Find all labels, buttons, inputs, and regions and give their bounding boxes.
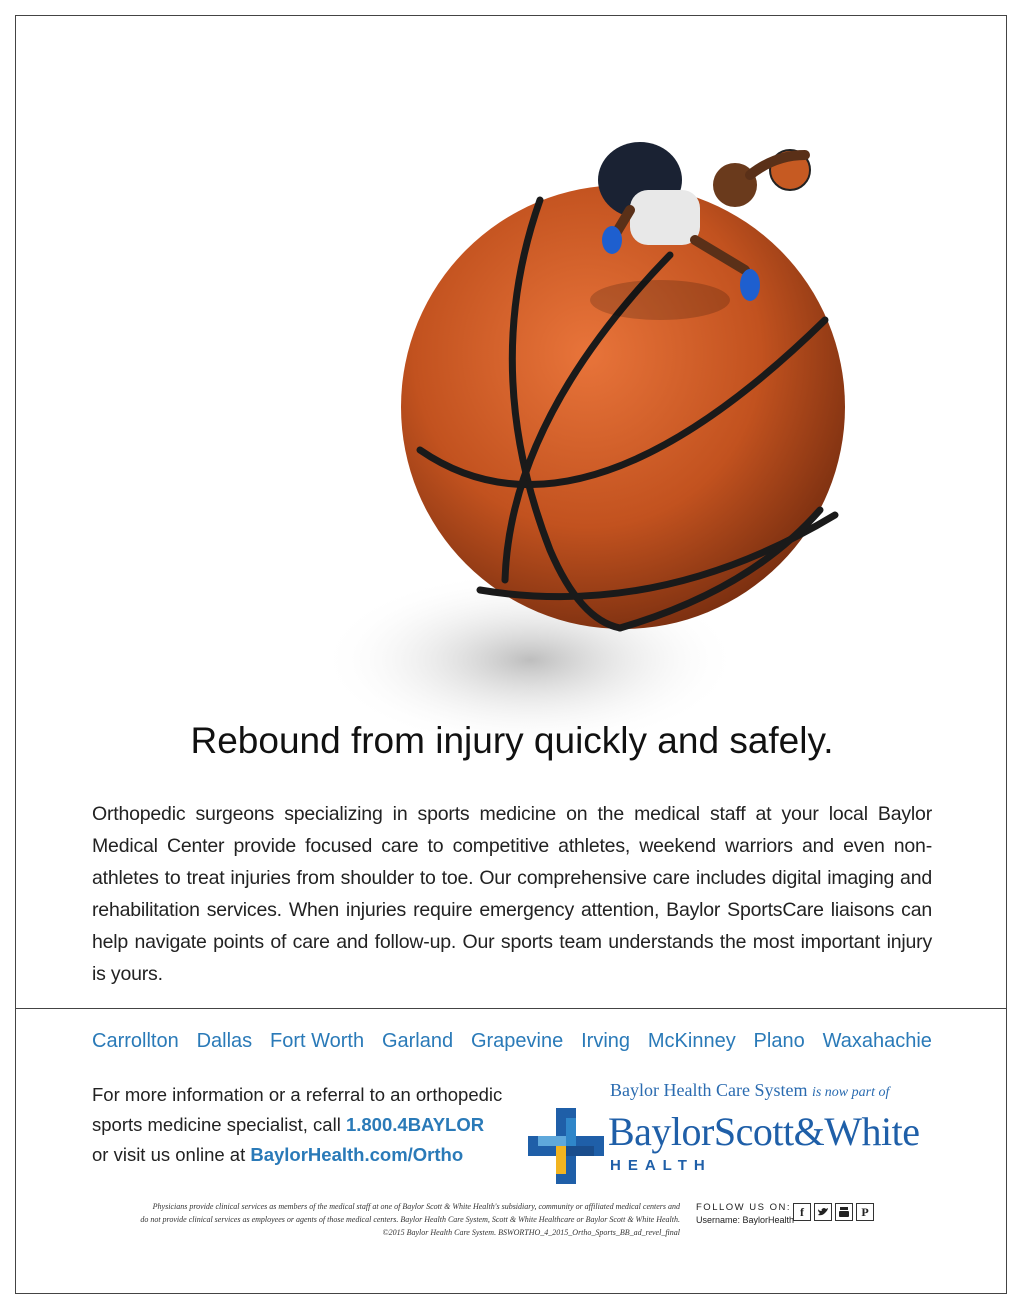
city-waxahachie: Waxahachie: [822, 1030, 932, 1052]
phone-number[interactable]: 1.800.4BAYLOR: [345, 1114, 485, 1135]
fine-print-line-3: ©2015 Baylor Health Care System. BSWORTHO_4_2015_Ortho_Sports_BB_ad_revel_final: [382, 1228, 680, 1237]
contact-info: [92, 1080, 512, 1170]
contact-line-3: [92, 1140, 512, 1170]
contact-line-1: For more information or a referral to an orthopedic: [92, 1084, 503, 1105]
baylor-cross-logo-icon: [528, 1108, 604, 1184]
logo-wordmark: BaylorScott&White: [608, 1109, 920, 1154]
city-list: [92, 1030, 932, 1053]
body-paragraph: Orthopedic surgeons specializing in sports medicine on the medical staff at your local Baylor Medical Center provide focused care to competitive athletes, weekend warriors and even non-athletes to treat injuries from shoulder to toe. Our comprehensive care includes digital imaging and rehabilitation services. When injuries require emergency attention, Baylor SportsCare liaisons can help navigate points of care and follow-up. Our sports team understands the most important injury is yours.: [92, 803, 932, 985]
fine-print-line-2: do not provide clinical services as employees or agents of those medical centers. Baylor Health Care System, Scott & White Healthcare or Baylor Scott & White Health.: [140, 1215, 680, 1224]
city-fort-worth: Fort Worth: [270, 1030, 365, 1052]
social-icons: [793, 1203, 874, 1221]
follow-label: FOLLOW US ON:: [696, 1202, 791, 1213]
social-username: Username: BaylorHealth: [696, 1215, 795, 1225]
city-carrollton: Carrollton: [92, 1030, 179, 1052]
logo-subtitle: HEALTH: [610, 1157, 712, 1174]
city-mckinney: McKinney: [647, 1030, 736, 1052]
basketball-illustration: [330, 120, 890, 740]
fine-print: [120, 1200, 680, 1239]
section-divider: [15, 1008, 1007, 1009]
fine-print-line-1: Physicians provide clinical services as members of the medical staff at one of Baylor Scott & White Health's subsidiary, community or affiliated medical centers and: [152, 1202, 680, 1211]
website-link[interactable]: BaylorHealth.com/Ortho: [250, 1144, 464, 1165]
contact-visit-text: or visit us online at: [92, 1144, 251, 1165]
tagline-main: Baylor Health Care System: [610, 1080, 808, 1100]
brand-tagline: [610, 1080, 889, 1101]
tagline-suffix: is now part of: [811, 1085, 890, 1100]
twitter-icon[interactable]: [814, 1203, 832, 1221]
pinterest-icon[interactable]: P: [856, 1203, 874, 1221]
headline: Rebound from injury quickly and safely.: [190, 720, 834, 761]
city-dallas: Dallas: [196, 1030, 253, 1052]
contact-call-text: sports medicine specialist, call: [92, 1114, 346, 1135]
city-plano: Plano: [753, 1030, 805, 1052]
city-irving: Irving: [581, 1030, 631, 1052]
youtube-icon[interactable]: [835, 1203, 853, 1221]
facebook-icon[interactable]: f: [793, 1203, 811, 1221]
contact-line-2: [92, 1110, 512, 1140]
city-grapevine: Grapevine: [470, 1030, 564, 1052]
city-garland: Garland: [381, 1030, 454, 1052]
